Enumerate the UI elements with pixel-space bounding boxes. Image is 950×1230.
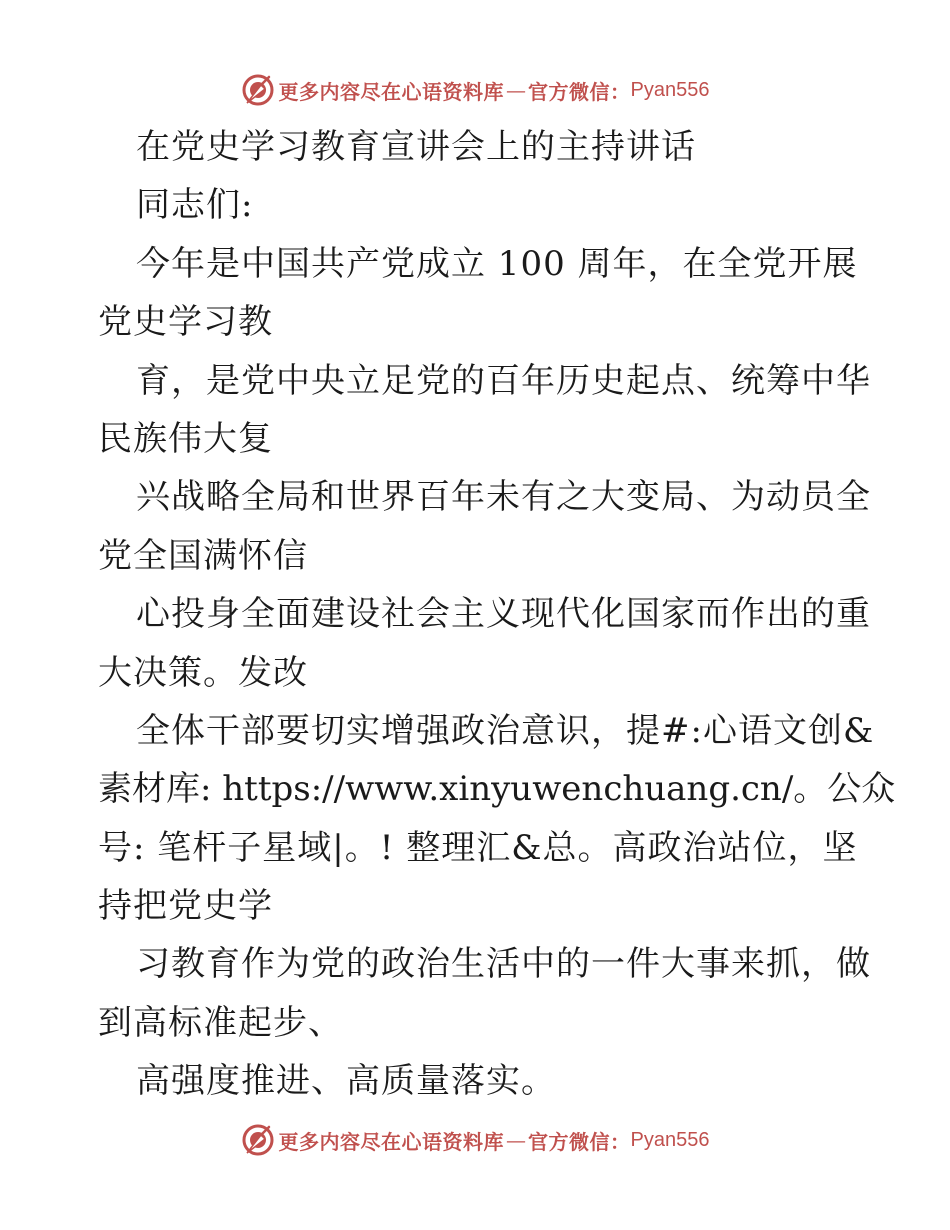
- paragraph-line: 民族伟大复: [98, 418, 273, 459]
- watermark-account-label: 官方微信：: [528, 79, 631, 104]
- paragraph-line: 今年是中国共产党成立 100 周年，在全党开展: [136, 243, 858, 284]
- watermark-account: Pyan556: [630, 1128, 710, 1151]
- paragraph-line: 大决策。发改: [98, 652, 308, 693]
- quill-logo-icon: [241, 1123, 275, 1157]
- watermark-account: Pyan556: [630, 78, 710, 101]
- paragraph-line: 党全国满怀信: [98, 535, 308, 576]
- paragraph-line: 兴战略全局和世界百年未有之大变局、为动员全: [136, 477, 871, 518]
- watermark-separator: —: [506, 78, 527, 102]
- paragraph-line: 到高标准起步、: [98, 1002, 343, 1043]
- footer-watermark: [0, 1120, 950, 1160]
- watermark-text: 更多内容尽在心语资料库: [278, 79, 505, 104]
- paragraph-line: 全体干部要切实增强政治意识，提#:心语文创&: [136, 710, 875, 751]
- header-watermark: [0, 70, 950, 110]
- paragraph-line: 育，是党中央立足党的百年历史起点、统筹中华: [136, 360, 871, 401]
- watermark-text: 更多内容尽在心语资料库: [278, 1129, 505, 1154]
- paragraph-line: 持把党史学: [98, 886, 273, 927]
- watermark-separator: —: [506, 1128, 527, 1152]
- paragraph-line: 素材库: https://www.xinyuwenchuang.cn/。公众: [98, 769, 896, 810]
- document-body: [98, 118, 896, 1111]
- paragraph-line: 心投身全面建设社会主义现代化国家而作出的重: [136, 594, 871, 635]
- salutation: 同志们:: [136, 185, 254, 226]
- paragraph-line: 号: 笔杆子星域|。! 整理汇&总。高政治站位，坚: [98, 827, 858, 868]
- paragraph-line: 习教育作为党的政治生活中的一件大事来抓，做: [136, 944, 871, 985]
- paragraph-line: 高强度推进、高质量落实。: [136, 1061, 556, 1102]
- watermark-account-label: 官方微信：: [528, 1129, 631, 1154]
- document-title: 在党史学习教育宣讲会上的主持讲话: [136, 127, 696, 167]
- paragraph-line: 党史学习教: [98, 302, 273, 343]
- quill-logo-icon: [241, 73, 275, 107]
